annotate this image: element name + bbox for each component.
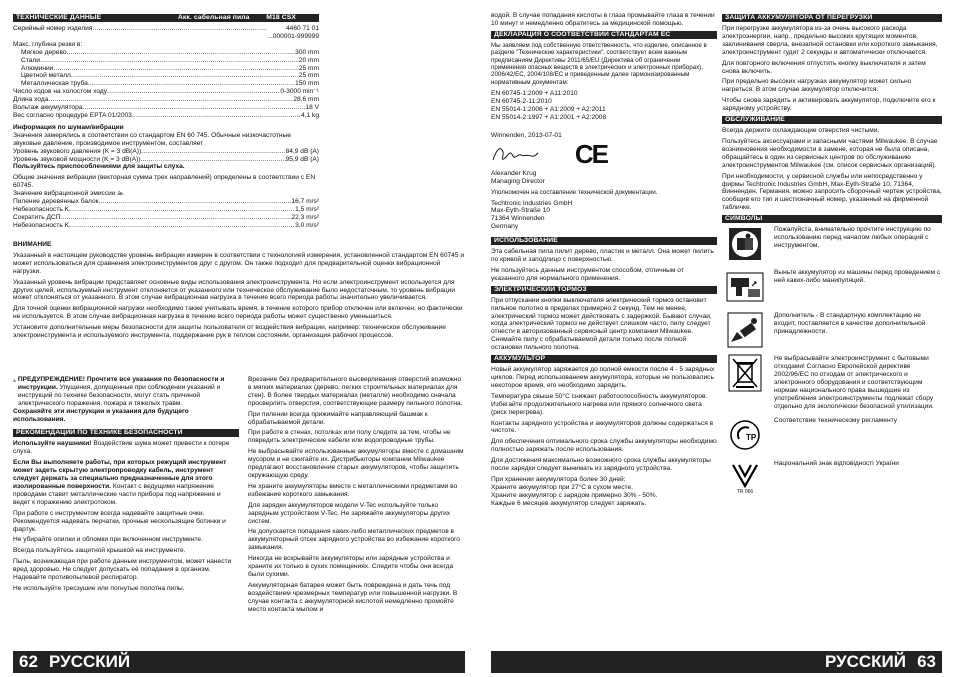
- left-col-b: [248, 376, 466, 648]
- vibration-list: [13, 198, 319, 230]
- right-page-number: 63: [917, 652, 936, 671]
- warning-rest: Упущения, допущенные при соблюдении указаний и инструкций по технике безопасности, могут стать причиной электрического поражения, пожара и тяжелых травм.: [17, 383, 221, 407]
- spec-value: 28,6 mm: [293, 96, 319, 104]
- standard-line: EN 60745-1:2009 + A11:2010: [491, 90, 578, 98]
- read-manual-icon: [722, 226, 768, 262]
- leader-dots: [132, 112, 301, 120]
- battery-paragraph: Для достижения максимально возможного срока службы аккумуляторы после зарядки следует вынимать из зарядного устройства.: [491, 457, 711, 473]
- leader-dots: [67, 49, 296, 57]
- signature-image: [491, 144, 539, 166]
- gost-mark-icon: [722, 417, 768, 453]
- warning-triangle-icon: [13, 376, 16, 385]
- spec-row: [13, 49, 319, 57]
- safety-col2-paragraphs: [248, 376, 466, 613]
- leader-dots: [82, 104, 305, 112]
- spec-label: Серийный номер изделия: [13, 25, 93, 32]
- vibration-row: [13, 222, 319, 230]
- declaration-header: ДЕКЛАРАЦИЯ О СООТВЕТСТВИИ СТАНДАРТАМ ЕС: [491, 31, 717, 39]
- symbol-row: [722, 269, 942, 305]
- service-header: ОБСЛУЖИВАНИЕ: [722, 116, 942, 124]
- spec-value: 4460 71 01 ...000001-999999: [267, 25, 319, 40]
- symbols-header: СИМВОЛЫ: [722, 215, 942, 223]
- vibration-row: [13, 214, 319, 222]
- leader-dots: [40, 57, 299, 65]
- safety-paragraph: Пыль, возникающая при работе данным инструментом, может нанести вред здоровью. Не следует допускать её попадания в организм. Надевайте противопылевой респиратор.: [13, 558, 232, 582]
- right-page-language: РУССКИЙ: [824, 652, 906, 671]
- attention-paragraph: Указанный уровень вибрации представляет основные виды использования электроинструмента. Но если электроинструмент используется для других целей, используемый инструмент отклоняется от указанного или техническое обслуживание было недостаточным, то уровень вибрации может отклоняться от указанного. В этом случае вибрационная нагрузка в течение всего периода работы значительно увеличивается.: [13, 278, 456, 302]
- acid-continued: водой. В случае попадания кислоты в глаза промывайте глаза в течении 10 минут и немедленно обратитесь за медицинской помощью.: [491, 12, 715, 27]
- symbols-list: [722, 226, 942, 496]
- symbol-text: Соответствие техническому регламенту: [774, 417, 897, 425]
- symbol-row: [722, 460, 942, 496]
- warning-keep: Сохраняйте эти инструкции и указания для будущего использования.: [13, 407, 189, 423]
- standard-line: EN 60745-2-11:2010: [491, 98, 552, 106]
- battery-paragraph: При хранении аккумулятора более 30 дней: Храните аккумулятор при 27°C в сухом месте. Храните аккумулятор с зарядом примерно 30% - 50%. Каждые 6 месяцев аккумулятор следует заряжать.: [491, 475, 658, 507]
- left-page-number: 62: [19, 652, 38, 671]
- spec-label: Вольтаж аккумулятора: [13, 104, 83, 112]
- spec-label: Цветной металл: [21, 72, 71, 80]
- safety-paragraph: Для зарядки аккумуляторов модели V-Tec используйте только зарядным устройством V-Tec. Не заряжайте аккумуляторы других систем.: [248, 501, 451, 525]
- leader-dots: [60, 214, 291, 222]
- battery-paragraph: Контакты зарядного устройства и аккумуляторов должны содержаться в чистоте.: [491, 419, 714, 435]
- spec-value: 25 mm: [298, 72, 319, 80]
- battery-paragraph: Новый аккумулятор заряжается до полной емкости после 4 - 5 зарядных циклов. Перед использованием аккумулятора, которые не пользовались некоторое время, его необходимо зарядить.: [491, 366, 715, 389]
- safety-paragraph: При работе с инструментом всегда надевайте защитные очки. Рекомендуется надевать перчатки, прочные нескользящие ботинки и фартук.: [13, 509, 226, 533]
- declaration-standards: [491, 90, 717, 122]
- brake-header: ЭЛЕКТРИЧЕСКИЙ ТОРМОЗ: [491, 286, 717, 294]
- spec-label: Уровень звуковой мощности (K = 3 dB(A)): [13, 155, 141, 163]
- symbol-text: Выньте аккумулятор из машины перед проведением с ней каких-либо манипуляций.: [774, 269, 941, 285]
- service-paragraphs: [722, 127, 942, 212]
- safety-paragraph: Не выбрасывайте использованные аккумуляторы вместе с домашним мусором и не сжигайте их. Дистрибьюторы компании Milwaukee предлагают восстановление старых аккумуляторов, чтобы защитить окружающую среду.: [248, 448, 464, 479]
- attention-paragraph: Для точной оценки вибрационной нагрузки необходимо также учитывать время, в течение которого прибор отключен или включен, но фактически не используется. В этом случае вибрационная нагрузка в течение всего периода работы может существенно уменьшиться.: [13, 305, 463, 321]
- safety-cable-bold: Если Вы выполняете работы, при которых режущий инструмент может задеть скрытую электропроводку кабель, инструмент следует держать за специально предназначенные для этого изолированные поверхности.: [13, 459, 227, 490]
- tech-data-header: [13, 14, 319, 22]
- safety-paragraph: При работе в стенах, потолках или полу следите за тем, чтобы не повредить электрические кабели или водопроводные трубы.: [248, 429, 451, 445]
- spec-label: Алюминии: [21, 64, 54, 72]
- spec-value: 0-3000 min⁻¹: [280, 88, 319, 96]
- declaration-address: [491, 200, 717, 232]
- noise-ear-note: Пользуйтесь приспособлениями для защиты слуха.: [13, 163, 185, 171]
- spec-label: Пиление деревянных балок: [13, 198, 99, 206]
- spec-value: 4,1 kg: [301, 111, 319, 119]
- warning-text: ПРЕДУПРЕЖДЕНИЕ! Прочтите все указания по безопасности и инструкции.: [17, 376, 225, 391]
- safety-paragraph: Не убирайте опилки и обломки при включенном инструменте.: [13, 536, 203, 544]
- symbol-text: Не выбрасывайте электроинструмент с бытовыми отходами! Согласно Европейской директиве 2002/96/EC по отходам от электрического и электронного оборудования и соответствующим нормам национального права вышедшие из употребления электроинструменты подлежат сбору отдельно для экологически безопасной утилизации.: [774, 355, 934, 410]
- left-attention: [13, 241, 465, 371]
- address-line: Germany: [491, 223, 519, 231]
- accessory-icon: [722, 312, 768, 348]
- spec-label: Сократить ДСП: [13, 213, 61, 221]
- standard-line: EN 55014-2:1997 + A1:2001 + A2:2008: [491, 113, 607, 121]
- attention-paragraphs: [13, 252, 465, 340]
- safety-ear-text: Воздействие шума может привести к потере слуха.: [13, 440, 230, 456]
- spec-row: [13, 41, 319, 49]
- declaration-place-date: Winnenden, 2013-07-01: [491, 131, 562, 139]
- battery-paragraph: Для обеспечения оптимального срока службы аккумуляторы необходимо полностью заряжать после использования.: [491, 438, 717, 454]
- attention-paragraph: Установите дополнительные меры безопасности для защиты пользователя от воздействия вибрации, например: техническое обслуживание электроинструмента и используемого инструмента, поддержание рук в теплом состоянии, организация рабочих процессов.: [13, 324, 446, 340]
- declaration-name: Alexander Krug: [491, 169, 537, 177]
- noise-list: [13, 148, 319, 164]
- spec-value: 25 mm: [298, 64, 319, 72]
- noise-intro: Значения замерялись в соответствии со стандартом EN 60 745. Обычные низкочастотные звуковые давление, производимое инструментом, составляет: [13, 131, 291, 147]
- spec-label: Металлическая труба: [21, 80, 88, 88]
- spec-value: 300 mm: [295, 48, 319, 56]
- address-line: Techtronic Industries GmbH: [491, 199, 573, 207]
- declaration-text: Мы заявляем под собственную ответственность, что изделие, описанное в разделе "Технические характеристики", соответствует всем важным предписаниям Директивы 2011/65/EU (Директива об ограничении применения опасных веществ в электрических и электронных приборах), 2006/42/EC, 2004/108/EC и приведенным далее гармонизированным нормативным документам:: [491, 41, 707, 86]
- safety-ear-bold: Используйте наушники!: [13, 440, 92, 448]
- use-paragraphs: [491, 248, 717, 283]
- spec-label: Вес согласно процедуре EPTA 01/2003: [13, 111, 132, 119]
- symbol-text: Національний знак відповідності України: [774, 460, 899, 468]
- noise-title: Информация по шумам/вибрации: [13, 123, 124, 131]
- safety-paragraph: Аккумуляторная батарея может быть повреждена и дать течь под воздействием чрезмерных температур или повышенной нагрузки. В случае контакта с аккумуляторной кислотой немедленно промойте место контакта мылом и: [248, 581, 458, 613]
- spec-row: [13, 25, 319, 41]
- safety-cable-text: Контакт с ведущими напряжение проводами ставит металлические части прибора под напряжение и ведет к поражению электротоком.: [13, 482, 221, 506]
- vibration-row: [13, 206, 319, 214]
- spec-row: [13, 96, 319, 104]
- symbol-row: [722, 355, 942, 410]
- tech-data-model: M18 CSX: [266, 14, 296, 21]
- symbol-text: Дополнитель - В стандартную комплектацию не входит, поставляется в качестве дополнительной принадлежности.: [774, 312, 926, 335]
- spec-value: 20 mm: [298, 56, 319, 64]
- spec-label: Число ходов на холостом ходу: [13, 88, 108, 96]
- spec-value: 95,9 dB (A): [285, 155, 319, 163]
- leader-dots: [107, 88, 280, 96]
- left-col-a: [13, 376, 239, 646]
- use-paragraph: Не пользуйтесь данным инструментом способом, отличным от указанного для нормального применения.: [491, 266, 684, 282]
- warning-block: [13, 376, 239, 408]
- spec-value: 1,5 m/s²: [295, 205, 319, 213]
- ua-mark-icon: [722, 460, 768, 496]
- spec-list: [13, 25, 319, 120]
- svg-text:TP: TP: [746, 433, 757, 443]
- spec-label: Длина хода: [13, 96, 49, 104]
- spec-label: Макс. глубина резки в:: [13, 40, 83, 48]
- tech-data-product: Акк. сабельная пила: [177, 14, 250, 21]
- attention-title: ВНИМАНИЕ: [13, 241, 52, 248]
- remove-battery-icon: [722, 269, 768, 305]
- spec-label: Уровень звукового давления (K = 3 dB(A)): [13, 147, 142, 155]
- safety-paragraph: Не храните аккумуляторы вместе с металлическими предметами во избежание короткого замыкания.: [248, 482, 458, 498]
- declaration-authorized: Уполномочен на составление технической документации.: [491, 188, 658, 196]
- declaration-role: Managing Director: [491, 177, 545, 185]
- spec-label: Стали: [21, 56, 40, 64]
- spec-value: 16,7 m/s²: [291, 198, 319, 206]
- tech-data-title: ТЕХНИЧЕСКИЕ ДАННЫЕ: [16, 14, 102, 21]
- left-footer-bar: [13, 651, 465, 673]
- ce-mark: CE: [574, 138, 607, 169]
- right-col-b: [722, 12, 942, 646]
- vibration-row: [13, 198, 319, 206]
- protect-paragraph: Для повторного включения отпустить кнопку выключателя и затем снова включить.: [722, 59, 926, 75]
- symbol-caption: TR 066: [736, 488, 754, 495]
- spec-row: [13, 112, 319, 120]
- leader-dots: [88, 80, 295, 88]
- leader-dots: [48, 96, 293, 104]
- leader-dots: [53, 65, 299, 73]
- vibration-intro: Общие значения вибрации (векторная сумма трех направлений) определены в соответствии с EN 60745. Значение вибрационной эмиссии aₕ: [13, 174, 316, 198]
- safety-paragraph: Никогда не вскрывайте аккумуляторы или зарядные устройства и храните их только в сухих помещениях. Следите чтобы они всегда были сухими.: [248, 555, 454, 578]
- spec-row: [13, 88, 319, 96]
- spec-label: Небезопасность K: [13, 205, 70, 213]
- protect-paragraph: При предельно высоких нагрузках аккумулятор может сильно нагреться. В этом случае аккумулятор отключится.: [722, 78, 912, 94]
- left-col-top: [13, 12, 319, 242]
- spec-value: 84,9 dB (A): [285, 147, 319, 155]
- noise-row: [13, 148, 319, 156]
- service-paragraph: Пользуйтесь аксессуарами и запасными частями Milwaukee. В случае возникновения необходимости в замене, которая не была описана, обращайтесь в один из сервисных центров по обслуживанию электроинструментов Milwaukee (см. список сервисных организаций).: [722, 137, 938, 169]
- service-paragraph: Всегда держите охлаждающие отверстия чистыми.: [722, 127, 880, 135]
- battery-paragraphs: [491, 366, 717, 508]
- protect-paragraphs: [722, 25, 942, 113]
- spec-row: [13, 80, 319, 88]
- safety-paragraph: Всегда пользуйтесь защитной крышкой на инструменте.: [13, 547, 186, 555]
- leader-dots: [69, 206, 295, 214]
- right-footer-bar: [491, 651, 942, 673]
- spec-label: Небезопасность K: [13, 221, 70, 229]
- safety-paragraph: Врезание без предварительного высверливания отверстий возможно в мягких материалах (дерево, легких строительных материалах для стен). В более твердых материалах (металле) необходимо сначала просверлить отверстия, соответствующие размеру пильного полотна.: [248, 376, 463, 407]
- spec-value: 150 mm: [295, 80, 319, 88]
- safety-header: РЕКОМЕНДАЦИИ ПО ТЕХНИКЕ БЕЗОПАСНОСТИ: [13, 429, 239, 437]
- right-col-a: [491, 12, 717, 646]
- symbol-text: Пожалуйста, внимательно прочтите инструкцию по использованию перед началом любых операций с инструментом.: [774, 226, 931, 249]
- protect-paragraph: Чтобы снова зарядить и активировать аккумулятор, подключите его к зарядному устройству.: [722, 97, 936, 113]
- safety-paragraph: При пилении всегда прижимайте направляющий башмак к обрабатываемой детали.: [248, 410, 428, 426]
- weee-bin-icon: [722, 355, 768, 391]
- use-header: ИСПОЛЬЗОВАНИЕ: [491, 237, 717, 245]
- leader-dots: [141, 148, 285, 156]
- standard-line: EN 55014-1:2006 + A1:2009 + A2:2011: [491, 106, 606, 114]
- symbol-row: [722, 417, 942, 453]
- left-page-language: РУССКИЙ: [49, 652, 131, 671]
- leader-dots: [71, 72, 299, 80]
- use-paragraph: Эта сабельная пила пилит дерево, пластик и металл. Она может пилить по кривой и заподлицо с поверхностью.: [491, 248, 714, 264]
- spec-row: [13, 57, 319, 65]
- symbol-row: [722, 312, 942, 348]
- battery-paragraph: Температура свыше 50°C снижает работоспособность аккумуляторов. Избегайте продолжительного нагрева или прямого солнечного света (риск перегрева).: [491, 392, 708, 416]
- spec-value: 22,3 m/s²: [291, 213, 319, 221]
- protect-header: ЗАЩИТА АККУМУЛЯТОРА ОТ ПЕРЕГРУЗКИ: [722, 14, 942, 22]
- spec-value: 3,0 m/s²: [295, 221, 319, 229]
- safety-paragraph: Не допускается попадания каких-либо металлических предметов в аккумуляторный отсек зарядного устройства во избежание короткого замыкания.: [248, 528, 460, 552]
- address-line: 71364 Winnenden: [491, 215, 545, 223]
- leader-dots: [92, 25, 267, 41]
- spec-row: [13, 104, 319, 112]
- safety-paragraph: Не используйте тресзушие или погнутые полотна пилы.: [13, 584, 185, 592]
- right-page: [477, 0, 954, 677]
- leader-dots: [99, 198, 292, 206]
- protect-paragraph: При перегрузке аккумулятора из-за очень высокого расхода электроэнергии, напр., предельно высоких крутящих моментов, заклинивания сверла, внезапной остановки или короткого замыкания, электроинструмент гудит 2 секунды и автоматически отключается.: [722, 25, 938, 56]
- attention-paragraph: Указанный в настоящем руководстве уровень вибрации измерен в соответствии с технологией измерения, установленной стандартом EN 60745 и может использоваться для сравнения электроинструментов друг с другом. Он также подходит для предварительной оценки вибрационной нагрузки.: [13, 251, 465, 275]
- safety-col1-paragraphs: [13, 510, 239, 593]
- brake-text: При отпускании кнопки выключателя электрический тормоз остановит пильное полотно в пределах примерно 2 секунд. Тем не менее, электрический тормоз может действовать с задержкой. Бывают случаи, когда электрический тормоз не действует слишком часто, пилу следует отнести в авторизованный сервисный центр компании Milwaukee. Снимайте пилу с обрабатываемой детали только после полной остановки пильного полотна.: [491, 296, 712, 352]
- address-line: Max-Eyth-Straße 10: [491, 207, 550, 215]
- battery-header: АККУМУЛЬТОР: [491, 355, 717, 363]
- spec-value: 18 V: [305, 104, 319, 112]
- leader-dots: [69, 222, 295, 230]
- service-paragraph: При необходимости, у сервисной службы или непосредственно у фирмы Techtronic Industries GmbH, Max-Eyth-Straße 10, 71364, Винненден, Германия, можно запросить сборочный чертеж устройства, сообщив его тип и шестизначный номер, указанный на фирменной табличке.: [722, 172, 942, 212]
- spec-label: Мягкое дерево: [21, 48, 67, 56]
- symbol-row: [722, 226, 942, 262]
